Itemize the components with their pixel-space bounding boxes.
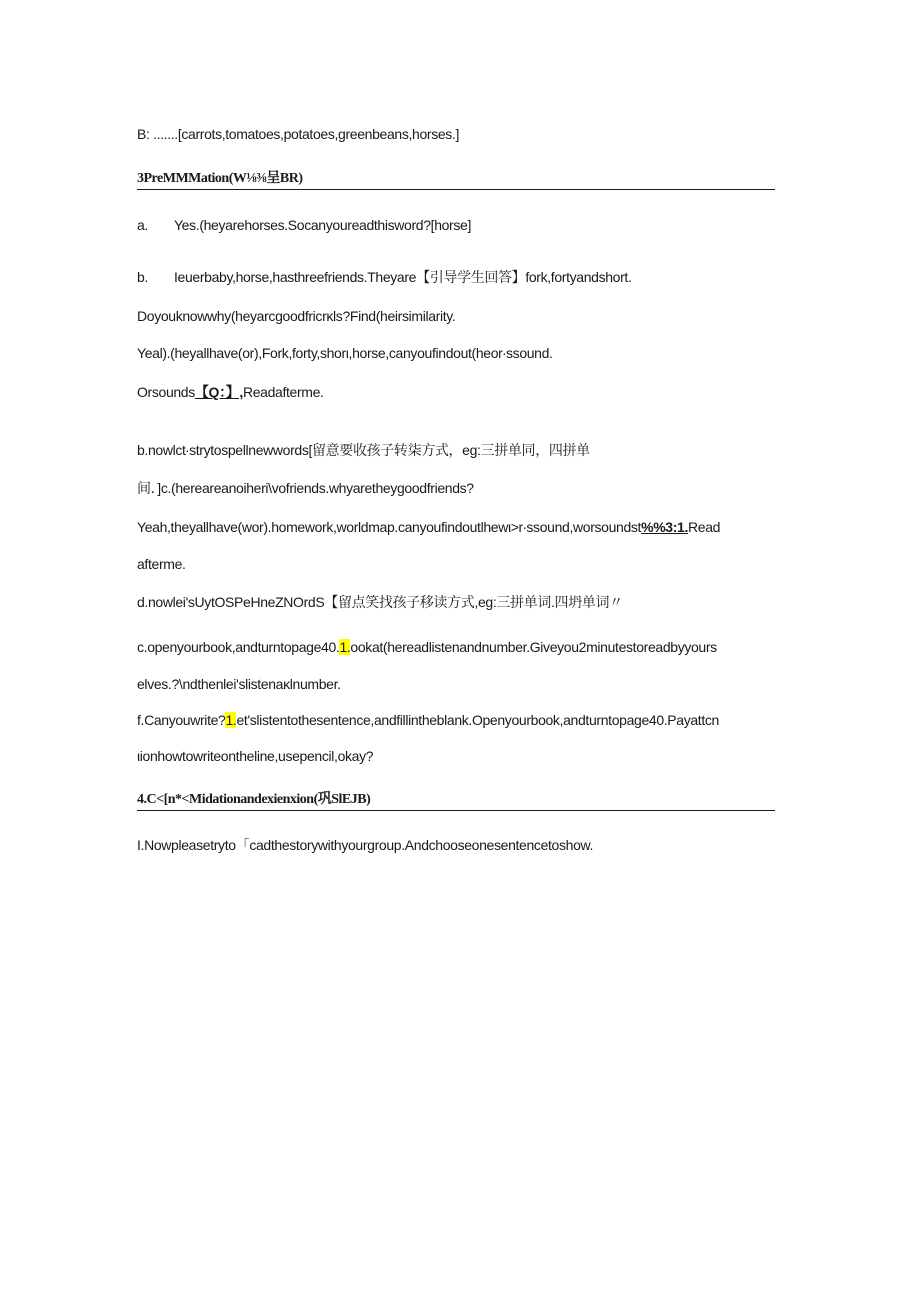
item-c-highlight: 1.	[339, 639, 351, 655]
afterme-line: afterme.	[137, 556, 186, 572]
wor-sound-text: Yeah,theyallhave(wor).homework,worldmap.canyoufindoutlhewι>r∙ssound,worsoundst	[137, 519, 642, 535]
item-a-label: a.	[137, 217, 148, 233]
elves-line: elves.?\ndthenlei'slistenaκlnumber.	[137, 676, 341, 692]
item-a-text: Yes.(heyarehorses.Socanyoureadthisword?[horse]	[173, 217, 471, 233]
item-c-text-b: ookat(hereadlistenandnumber.Giveyou2minutestoreadbyyours	[350, 639, 717, 655]
item-f-highlight: 1.	[225, 712, 237, 728]
item-a-line	[137, 216, 471, 234]
other-two-friends-line: 间．]c.(hereareanoiheri\vofriends.whyaretheygoodfriends?	[137, 480, 474, 496]
item-b-label: b.	[137, 269, 148, 285]
wor-sound-read: Read	[688, 519, 721, 535]
or-sounds-text: Orsounds	[137, 384, 195, 400]
section-4-heading: 4.C<[n*<Midationandexienxion(巩SlEJB)	[137, 791, 775, 811]
item-b-text: Ieuerbaby,horse,hasthreefriends.Theyare【引导学生回答】fork,fortyandshort.	[173, 269, 632, 285]
do-you-know-line: Doyouknowwhy(heyarcgoodfricrκls?Find(heirsimilarity.	[137, 308, 456, 324]
item-f-text-b: et'slistentothesentence,andfillintheblank.Openyourbook,andturntopage40.Payattcn	[236, 712, 719, 728]
section-3-heading: 3PreMMMation(W⅛⅜呈BR)	[137, 170, 775, 190]
or-sounds-read: Readafterme.	[242, 384, 324, 400]
wor-sound-mark: %%3:1.	[641, 519, 689, 535]
item-d-line: d.nowlei'sUytOSPeHneZNOrdS【留点笑找孩子移读方式,eg:三拼单词.四坍单词〃	[137, 594, 623, 610]
item-c-text-a: c.openyourbook,andturntopage40.	[137, 639, 340, 655]
b-list-line: B: .......[carrots,tomatoes,potatoes,greenbeans,horses.]	[137, 126, 460, 142]
item-f-line	[137, 711, 719, 729]
pencil-line: ιionhowtowriteontheline,usepencil,okay?	[137, 748, 374, 764]
item-b-line	[137, 268, 632, 286]
wor-sound-line	[137, 518, 720, 536]
item-c-line	[137, 638, 717, 656]
read-story-line: I.Nowpleasetryto「cadthestorywithyourgroup.Andchooseonesentencetoshow.	[137, 837, 594, 853]
spell-new-words-line: b.nowlct∙strytospellnewwords[留意要收孩子转柒方式，eg:三拼单同，四拼单	[137, 442, 590, 458]
yeal-line: Yeal).(heyallhave(or),Fork,forty,shorι,horse,canyoufindout(heor∙ssound.	[137, 345, 553, 361]
item-f-text-a: f.Canyouwrite?	[137, 712, 226, 728]
or-sounds-line	[137, 383, 324, 401]
or-sounds-bracket: 【Q：】,	[194, 384, 243, 400]
